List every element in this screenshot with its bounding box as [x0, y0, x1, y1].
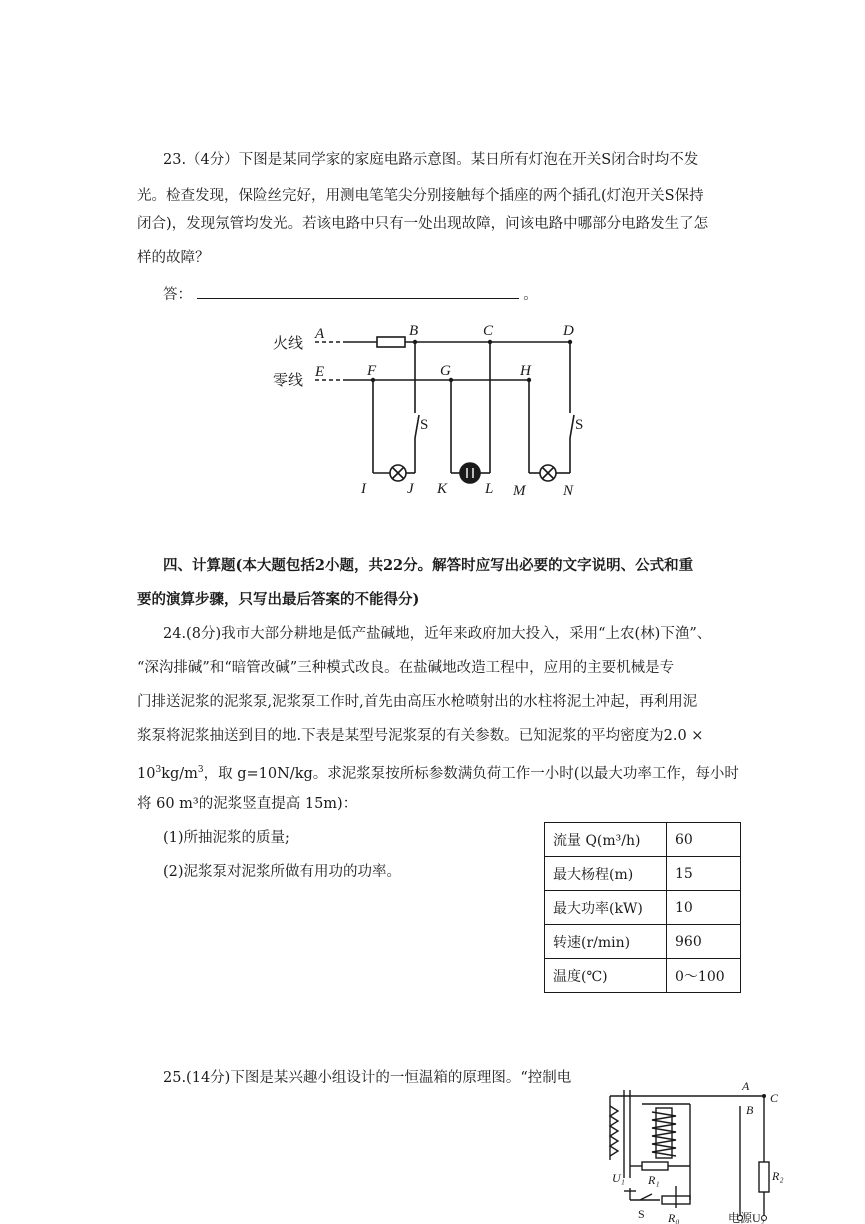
point-label-c: C	[483, 323, 494, 339]
q23-line1: 23.（4分）下图是某同学家的家庭电路示意图。某日所有灯泡在开关S闭合时均不发	[163, 152, 699, 168]
thermostat-circuit-diagram	[600, 1078, 800, 1224]
point-label-d: D	[563, 323, 574, 339]
q24-line5: $10^3kg/m^3$，取 g=10N/kg。求泥浆泵按所标参数满负荷工作一小时(以最大功率工作，每小时	[137, 765, 739, 782]
answer-blank[interactable]	[197, 284, 519, 299]
label-b: B	[746, 1103, 754, 1117]
answer-end: 。	[523, 287, 538, 303]
section4-line2: 要的演算步骤，只写出最后答案的不能得分)	[137, 591, 420, 608]
q23-answer-row	[163, 284, 538, 305]
label-u1: U₁	[612, 1171, 625, 1185]
label-r0: R₀	[668, 1211, 680, 1224]
zero-wire-label: 零线	[273, 373, 304, 389]
point-label-l: L	[485, 481, 494, 497]
point-label-a: A	[315, 326, 325, 342]
pump-parameter-table	[544, 822, 741, 993]
switch-label-right: S	[575, 417, 584, 433]
point-label-b: B	[409, 323, 419, 339]
q23-line2: 光。检查发现，保险丝完好，用测电笔笔尖分别接触每个插座的两个插孔(灯泡开关S保持	[137, 188, 704, 204]
q24-sub1: (1)所抽泥浆的质量;	[163, 830, 290, 846]
q24-sub2: (2)泥浆泵对泥浆所做有用功的功率。	[163, 864, 402, 880]
q24-line6: 将 60 m³的泥浆竖直提高 15m)：	[137, 796, 358, 812]
point-label-j: J	[407, 481, 414, 497]
fire-wire-label: 火线	[273, 336, 304, 352]
q25-line1: 25.(14分)下图是某兴趣小组设计的一恒温箱的原理图。“控制电	[163, 1070, 572, 1086]
q23-line4: 样的故障？	[137, 250, 210, 266]
q24-line2: “深沟排碱”和“暗管改碱”三种模式改良。在盐碱地改造工程中，应用的主要机械是专	[137, 660, 675, 676]
answer-label: 答：	[163, 287, 192, 303]
point-label-h: H	[520, 363, 531, 379]
switch-label-left: S	[420, 417, 429, 433]
point-label-g: G	[440, 363, 451, 379]
table-row: 温度(℃) 0～100	[545, 959, 741, 993]
point-label-m: M	[513, 483, 526, 499]
point-label-e: E	[315, 364, 325, 380]
label-c: C	[770, 1091, 779, 1105]
label-r2: R₂	[772, 1169, 784, 1183]
q24-line3: 门排送泥浆的泥浆泵,泥浆泵工作时,首先由高压水枪喷射出的水柱将泥土冲起，再利用泥	[137, 694, 698, 710]
label-r1: R₁	[648, 1173, 660, 1187]
section4-line1: 四、计算题(本大题包括2小题，共22分。解答时应写出必要的文字说明、公式和重	[163, 557, 694, 574]
q24-line4: 浆泵将泥浆抽送到目的地.下表是某型号泥浆泵的有关参数。已知泥浆的平均密度为2.0 ×	[137, 728, 704, 744]
household-circuit-diagram	[265, 318, 595, 503]
point-label-n: N	[563, 483, 574, 499]
table-row: 最大杨程(m) 15	[545, 857, 741, 891]
table-row: 转速(r/min) 960	[545, 925, 741, 959]
q24-line1: 24.(8分)我市大部分耕地是低产盐碱地，近年来政府加大投入，采用“上农(林)下渔”、	[163, 626, 712, 642]
label-power-u2: 电源U₂	[728, 1211, 765, 1224]
q23-line3: 闭合)，发现氖管均发光。若该电路中只有一处出现故障，问该电路中哪部分电路发生了怎	[137, 216, 709, 232]
label-a: A	[742, 1079, 750, 1093]
table-row: 最大功率(kW) 10	[545, 891, 741, 925]
table-row: 流量 Q(m³/h) 60	[545, 823, 741, 857]
point-label-i: I	[361, 481, 366, 497]
point-label-k: K	[437, 481, 448, 497]
label-s: S	[638, 1207, 645, 1221]
point-label-f: F	[367, 363, 377, 379]
